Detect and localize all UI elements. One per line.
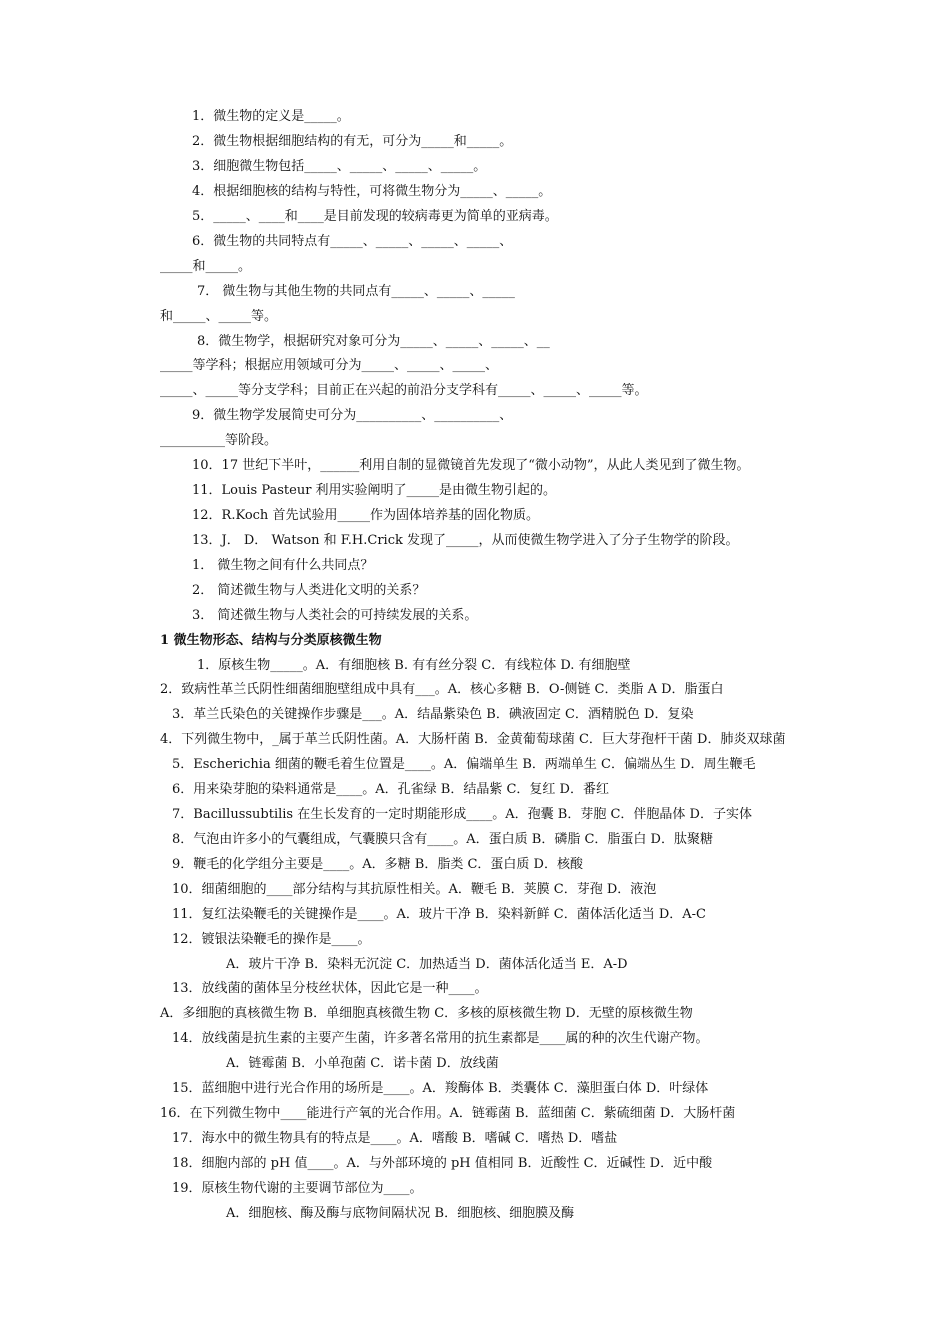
choice-question-6: 6．用来染芽胞的染料通常是____。A．孔雀绿 B．结晶紫 C．复红 D．番红 xyxy=(172,782,609,797)
fill-question-5: 5．_____、____和____是目前发现的较病毒更为简单的亚病毒。 xyxy=(192,209,558,224)
fill-question-10: 10．17 世纪下半叶，______利用自制的显微镜首先发现了“微小动物”，从此人类见到了微生物。 xyxy=(192,458,750,473)
choice-question-9: 9．鞭毛的化学组分主要是____。A．多糖 B．脂类 C．蛋白质 D．核酸 xyxy=(172,857,583,872)
choice-question-19-options: A．细胞核、酶及酶与底物间隔状况 B．细胞核、细胞膜及酶 xyxy=(226,1206,575,1221)
fill-question-6: 6．微生物的共同特点有_____、_____、_____、_____、 xyxy=(192,234,513,249)
fill-question-12: 12．R.Koch 首先试验用_____作为固体培养基的固化物质。 xyxy=(192,508,539,523)
choice-question-12: 12．镀银法染鞭毛的操作是____。 xyxy=(172,932,371,947)
choice-question-5: 5．Escherichia 细菌的鞭毛着生位置是____。A．偏端单生 B．两端单生 C．偏端丛生 D．周生鞭毛 xyxy=(172,757,756,772)
choice-question-13-options: A．多细胞的真核微生物 B．单细胞真核微生物 C．多核的原核微生物 D．无壁的原核微生物 xyxy=(160,1006,693,1021)
fill-question-8-cont-1: _____等学科；根据应用领域可分为_____、_____、_____、 xyxy=(160,358,499,373)
essay-question-2: 2． 简述微生物与人类进化文明的关系？ xyxy=(192,583,426,598)
fill-question-2: 2．微生物根据细胞结构的有无，可分为_____和_____。 xyxy=(192,134,513,149)
choice-question-7: 7．Bacillussubtilis 在生长发育的一定时期能形成____。A．孢囊 B．芽胞 C．伴胞晶体 D．子实体 xyxy=(172,807,752,822)
fill-question-1: 1．微生物的定义是_____。 xyxy=(192,109,350,124)
essay-question-3: 3． 简述微生物与人类社会的可持续发展的关系。 xyxy=(192,608,478,623)
choice-question-4: 4．下列微生物中，_属于革兰氏阴性菌。A．大肠杆菌 B．金黄葡萄球菌 C．巨大芽孢杆干菌 D．肺炎双球菌 xyxy=(160,732,786,747)
choice-question-1: 1．原核生物_____。A．有细胞核 B. 有有丝分裂 C．有线粒体 D. 有细胞壁 xyxy=(197,658,631,673)
section-heading: 1 微生物形态、结构与分类原核微生物 xyxy=(160,633,382,648)
choice-question-8: 8．气泡由许多小的气囊组成，气囊膜只含有____。A．蛋白质 B．磷脂 C．脂蛋白 D．肽聚糖 xyxy=(172,832,713,847)
fill-question-9-cont: __________等阶段。 xyxy=(160,433,278,448)
fill-question-7-cont: 和_____、_____等。 xyxy=(160,309,278,324)
choice-question-11: 11．复红法染鞭毛的关键操作是____。A．玻片干净 B．染料新鲜 C．菌体活化适当 D．A-C xyxy=(172,907,706,922)
choice-question-13: 13．放线菌的菌体呈分枝丝状体，因此它是一种____。 xyxy=(172,981,488,996)
fill-question-7: 7． 微生物与其他生物的共同点有_____、_____、_____ xyxy=(197,284,515,299)
fill-question-13: 13．J． D． Watson 和 F.H.Crick 发现了_____，从而使微生物学进入了分子生物学的阶段。 xyxy=(192,533,739,548)
fill-question-8-cont-2: _____、_____等分支学科；目前正在兴起的前沿分支学科有_____、_____、_____等。 xyxy=(160,383,648,398)
choice-question-14: 14．放线菌是抗生素的主要产生菌，许多著名常用的抗生素都是____属的种的次生代谢产物。 xyxy=(172,1031,709,1046)
choice-question-19: 19．原核生物代谢的主要调节部位为____。 xyxy=(172,1181,423,1196)
fill-question-8: 8．微生物学，根据研究对象可分为_____、_____、_____、__ xyxy=(197,334,550,349)
choice-question-2: 2．致病性革兰氏阴性细菌细胞壁组成中具有___。A．核心多糖 B．O-侧链 C．类脂 A D．脂蛋白 xyxy=(160,682,724,697)
choice-question-14-options: A．链霉菌 B．小单孢菌 C．诺卡菌 D．放线菌 xyxy=(226,1056,499,1071)
fill-question-4: 4．根据细胞核的结构与特性，可将微生物分为_____、_____。 xyxy=(192,184,552,199)
choice-question-3: 3．革兰氏染色的关键操作步骤是___。A．结晶紫染色 B．碘液固定 C．酒精脱色 D．复染 xyxy=(172,707,694,722)
choice-question-16: 16．在下列微生物中____能进行产氧的光合作用。A．链霉菌 B．蓝细菌 C．紫硫细菌 D．大肠杆菌 xyxy=(160,1106,736,1121)
fill-question-11: 11．Louis Pasteur 利用实验阐明了_____是由微生物引起的。 xyxy=(192,483,557,498)
fill-question-9: 9．微生物学发展简史可分为__________、__________、 xyxy=(192,408,513,423)
essay-question-1: 1． 微生物之间有什么共同点？ xyxy=(192,558,374,573)
choice-question-10: 10．细菌细胞的____部分结构与其抗原性相关。A．鞭毛 B．荚膜 C．芽孢 D．液泡 xyxy=(172,882,657,897)
choice-question-15: 15．蓝细胞中进行光合作用的场所是____。A．羧酶体 B．类囊体 C．藻胆蛋白体 D．叶绿体 xyxy=(172,1081,709,1096)
fill-question-6-cont: _____和_____。 xyxy=(160,259,252,274)
choice-question-18: 18．细胞内部的 pH 值____。A．与外部环境的 pH 值相同 B．近酸性 C．近碱性 D．近中酸 xyxy=(172,1156,713,1171)
choice-question-12-options: A．玻片干净 B．染料无沉淀 C．加热适当 D．菌体活化适当 E．A-D xyxy=(226,957,628,972)
choice-question-17: 17．海水中的微生物具有的特点是____。A．嗜酸 B．嗜碱 C．嗜热 D．嗜盐 xyxy=(172,1131,618,1146)
fill-question-3: 3．细胞微生物包括_____、_____、_____、_____。 xyxy=(192,159,487,174)
